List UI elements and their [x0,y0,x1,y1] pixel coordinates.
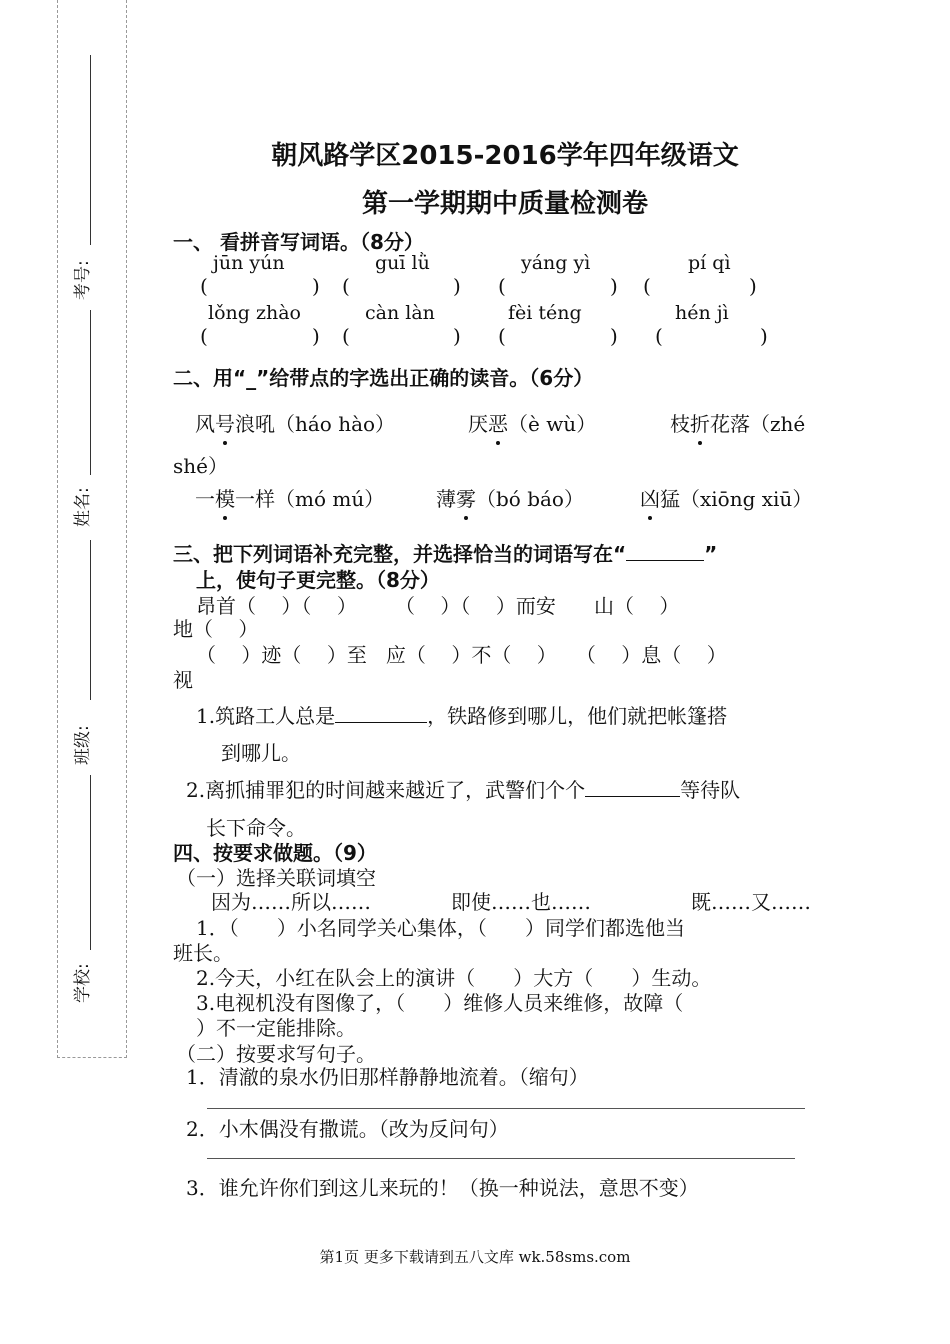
q4-sub-1: （一）选择关联词填空 [176,866,376,890]
answer-box-open: ( [200,324,208,348]
q2-item-2: 厌恶（è wù） [468,408,596,437]
xuexiao-line [90,775,91,950]
pinyin-3: yáng yì [521,252,591,274]
answer-box-close: ) [760,324,768,348]
q3-sentence-1: 1.筑路工人总是 ，铁路修到哪儿，他们就把帐篷搭 [196,704,728,728]
q2-item-5: 薄雾（bó báo） [436,483,584,512]
banji-line [90,540,91,700]
answer-box-open: ( [200,274,208,298]
q4-option-3: 既……又…… [691,890,811,914]
q3-words-row-1: 昂首（ ）（ ） （ ）（ ）而安 山（ ） [196,594,680,618]
title-line-2: 第一学期期中质量检测卷 [361,189,648,219]
answer-line-2 [207,1158,795,1159]
answer-box-open: ( [655,324,663,348]
q4-s2: 2.今天，小红在队会上的演讲（ ）大方（ ）生动。 [196,966,712,990]
pinyin-1: jūn yún [213,252,285,274]
kaohao-label: 考号: [73,260,93,300]
xingming-line [90,310,91,475]
pinyin-7: fèi téng [508,302,582,324]
pinyin-8: hén jì [675,302,729,324]
answer-box-open: ( [342,274,350,298]
answer-box-open: ( [342,324,350,348]
answer-box-close: ) [453,324,461,348]
q4-option-1: 因为……所以…… [211,890,371,914]
answer-box-open: ( [643,274,651,298]
pinyin-5: lǒng zhào [208,302,301,324]
q2-item-1: 风号浪吼（háo hào） [195,408,395,437]
xuexiao-label: 学校: [73,963,93,1003]
q2-item-4: 一模一样（mó mú） [195,483,384,512]
q3-words-row-1b: 地（ ） [173,617,259,641]
title-line-1: 朝风路学区2015-2016学年四年级语文 [271,141,739,171]
q3-heading: 三、把下列词语补充完整，并选择恰当的词语写在“ ” [173,542,718,566]
answer-box-open: ( [498,274,506,298]
q3-heading-cont: 上，使句子更完整。（8分） [196,568,440,592]
q3-sentence-2: 2.离抓捕罪犯的时间越来越近了，武警们个个 等待队 [186,778,741,802]
q3-sentence-2-cont: 长下命令。 [206,816,306,840]
page-footer: 第1页 更多下载请到五八文库 wk.58sms.com [319,1248,631,1266]
q4-s1-cont: 班长。 [173,941,233,965]
q2-heading: 二、用“_”给带点的字选出正确的读音。（6分） [173,366,594,390]
answer-box-close: ) [610,324,618,348]
q4-write-2: 2．小木偶没有撒谎。（改为反问句） [186,1117,509,1141]
q3-sentence-1-cont: 到哪儿。 [221,741,301,765]
answer-box-close: ) [312,274,320,298]
q3-words-row-2b: 视 [173,668,193,692]
q4-write-1: 1．清澈的泉水仍旧那样静静地流着。（缩句） [186,1065,589,1089]
q3-words-row-2: （ ）迹（ ）至 应（ ）不（ ） （ ）息（ ） [196,643,727,667]
q1-heading: 一、 看拼音写词语。（8分） [173,230,424,254]
answer-box-close: ) [453,274,461,298]
answer-line-1 [207,1108,805,1109]
pinyin-6: càn làn [365,302,435,324]
answer-box-close: ) [610,274,618,298]
pinyin-2: guī lǜ [375,252,430,274]
q4-s3: 3.电视机没有图像了，（ ）维修人员来维修，故障（ [196,991,684,1015]
q4-heading: 四、按要求做题。（9） [173,841,377,865]
q4-sub-2: （二）按要求写句子。 [176,1042,376,1066]
pinyin-4: pí qì [688,252,731,274]
xingming-label: 姓名: [73,487,93,527]
answer-box-open: ( [498,324,506,348]
answer-box-close: ) [749,274,757,298]
q2-item-6: 凶猛（xiōng xiū） [640,483,812,512]
q4-s1: 1．（ ）小名同学关心集体，（ ）同学们都选他当 [196,916,686,940]
q4-write-3: 3．谁允许你们到这儿来玩的！（换一种说法，意思不变） [186,1176,699,1200]
q4-s3-cont: ）不一定能排除。 [196,1016,356,1040]
banji-label: 班级: [73,725,93,765]
q2-item-3: 枝折花落（zhé [670,408,805,437]
answer-box-close: ) [312,324,320,348]
q4-option-2: 即使……也…… [451,890,591,914]
q2-item-3-cont: shé） [173,454,228,478]
